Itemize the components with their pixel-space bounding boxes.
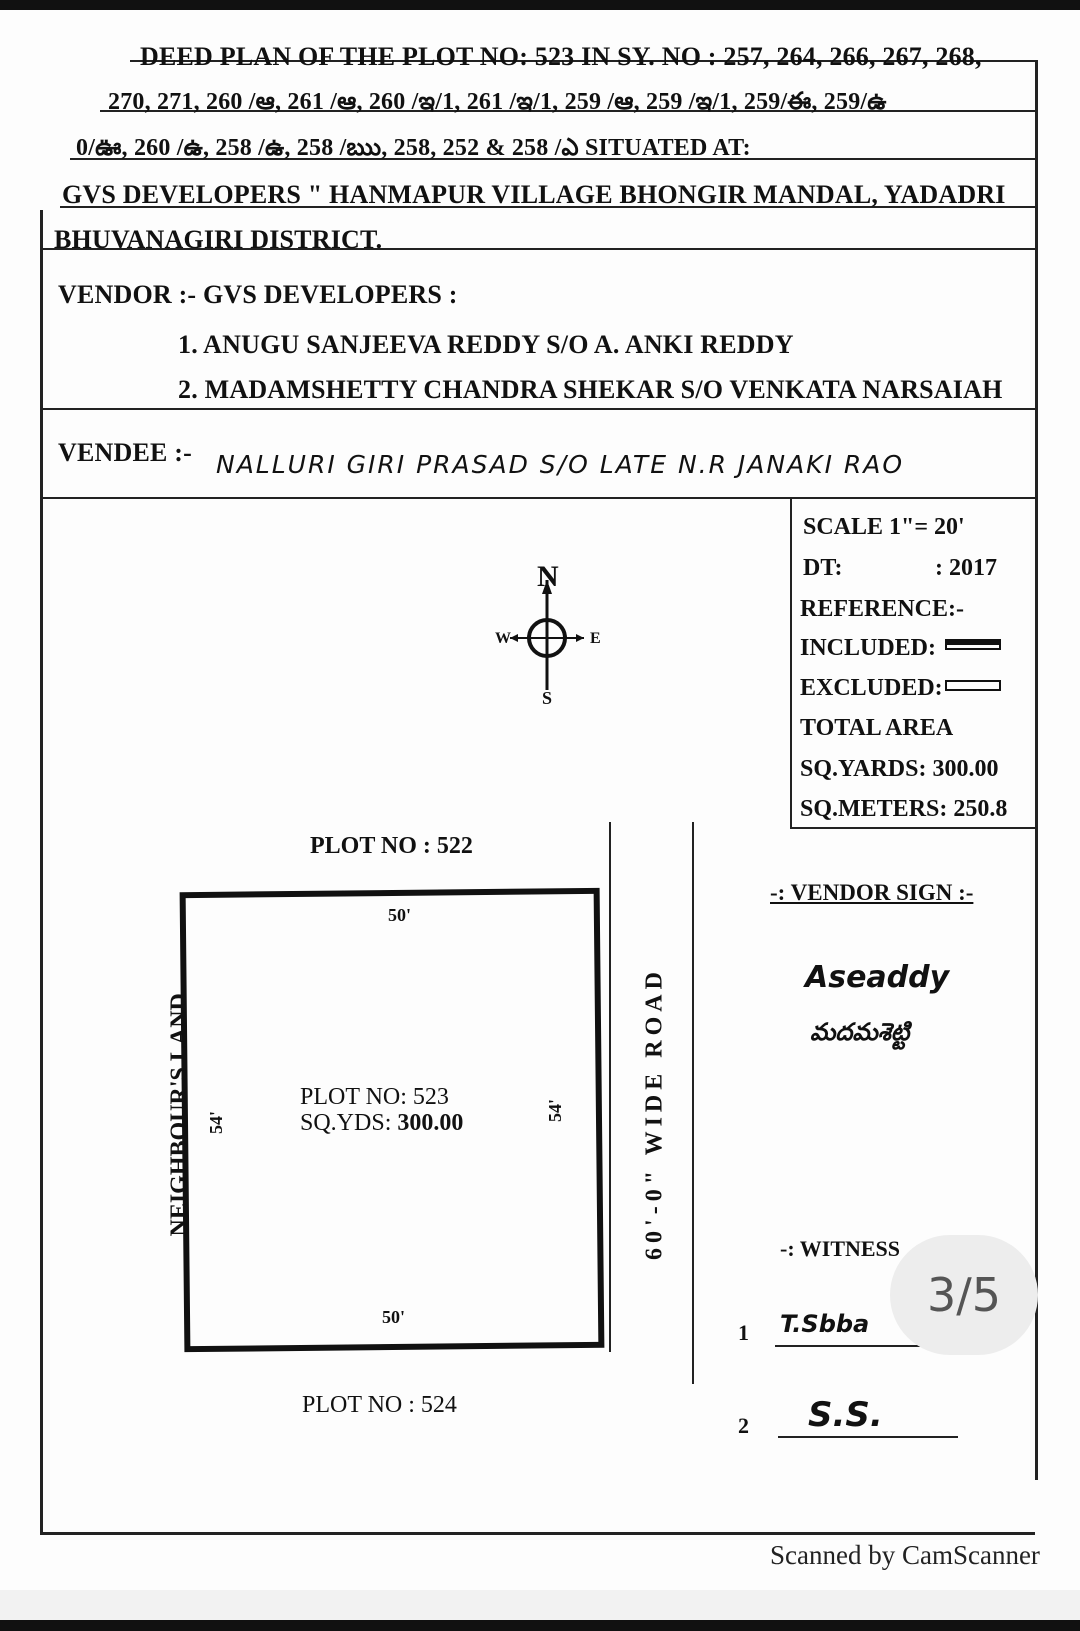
page-indicator-badge: 3/5 <box>890 1235 1038 1355</box>
plot-bottom-dimension: 50' <box>382 1307 406 1327</box>
sq-meters-text <box>800 796 1007 823</box>
sq-meters-value: 250.8 <box>953 796 1008 822</box>
witness-2-number: 2 <box>738 1413 749 1438</box>
deed-title-line3: 0/ఊ, 260 /ఉ, 258 /ఉ, 258 /ఋ, 258, 252 & 258 /ఎ SITUATED AT: <box>76 135 751 161</box>
witness-2-line <box>778 1436 958 1438</box>
north-plot-label: PLOT NO : 522 <box>310 833 473 859</box>
frame-bottom-border <box>40 1532 1035 1535</box>
vendor-name-1: 1. ANUGU SANJEEVA REDDY S/O A. ANKI REDDY <box>178 330 794 359</box>
included-label: INCLUDED: <box>800 635 937 661</box>
scanned-by-footer: Scanned by CamScanner <box>770 1540 1040 1570</box>
vendee-label: VENDEE :- <box>58 438 192 467</box>
vendor-label: VENDOR :- GVS DEVELOPERS : <box>58 280 458 309</box>
top-bar <box>0 0 1080 10</box>
compass-west: W <box>495 630 511 647</box>
vendor-sign-label: -: VENDOR SIGN :- <box>770 880 974 905</box>
witness-1-line <box>775 1345 925 1347</box>
sq-meters-label: SQ.METERS: <box>800 796 948 822</box>
compass-south: S <box>542 688 553 708</box>
vendor-name-2: 2. MADAMSHETTY CHANDRA SHEKAR S/O VENKATA NARSAIAH <box>178 375 1003 404</box>
witness-1-number: 1 <box>738 1320 749 1345</box>
date-label: DT: <box>803 555 843 581</box>
south-plot-label: PLOT NO : 524 <box>302 1392 457 1418</box>
plot-center-area <box>300 1110 463 1137</box>
neighbours-land-label: NEIGHBOUR'S LAND <box>166 993 193 1237</box>
sq-yards-label: SQ.YARDS: <box>800 756 927 782</box>
plot-area-value: 300.00 <box>397 1110 464 1136</box>
vendor-signature-2: మదమశెట్టి <box>810 1018 910 1046</box>
road-edge-east <box>692 822 694 1384</box>
witness-1-signature: T.Sbba <box>780 1310 870 1338</box>
plot-right-dimension: 54' <box>545 1098 566 1123</box>
plot-top-dimension: 50' <box>388 905 412 925</box>
deed-title-line2: 270, 271, 260 /ఆ, 261 /ఆ, 260 /ఇ/1, 261 /ఇ/1, 259 /ఆ, 259 /ఇ/1, 259/ఈ, 259/ఉ <box>108 89 887 115</box>
sq-yards-text <box>800 756 998 783</box>
total-area-label: TOTAL AREA <box>800 715 954 741</box>
bottom-bar <box>0 1620 1080 1631</box>
road-width-label: 60'-0" WIDE ROAD <box>641 967 668 1260</box>
sq-yards-value: 300.00 <box>932 756 999 782</box>
witness-label: -: WITNESS <box>780 1236 901 1261</box>
plot-left-dimension: 54' <box>206 1110 227 1135</box>
excluded-label: EXCLUDED: <box>800 675 943 701</box>
deed-title-line4: GVS DEVELOPERS " HANMAPUR VILLAGE BHONGIR MANDAL, YADADRI <box>62 180 1006 209</box>
bottom-strip <box>0 1590 1080 1620</box>
road-edge-west <box>609 822 611 1352</box>
included-swatch <box>945 639 1001 650</box>
plot-area-label: SQ.YDS: <box>300 1110 392 1136</box>
deed-title-line5: BHUVANAGIRI DISTRICT. <box>54 225 383 254</box>
scale-text: SCALE 1"= 20' <box>803 514 965 540</box>
excluded-swatch <box>945 680 1001 691</box>
compass-north: N <box>537 560 559 593</box>
date-value: : 2017 <box>935 555 997 581</box>
vendor-rule <box>40 408 1038 410</box>
witness-2-signature: S.S. <box>808 1395 883 1435</box>
deed-title-line1: DEED PLAN OF THE PLOT NO: 523 IN SY. NO : 257, 264, 266, 267, 268, <box>140 42 982 71</box>
vendor-signature-1: Aseaddy <box>805 960 950 995</box>
vendee-handwritten-name: NALLURI GIRI PRASAD S/O LATE N.R JANAKI RAO <box>216 450 905 479</box>
plot-center-number: PLOT NO: 523 <box>300 1084 449 1110</box>
reference-label: REFERENCE:- <box>800 596 965 622</box>
compass-east: E <box>590 630 601 647</box>
